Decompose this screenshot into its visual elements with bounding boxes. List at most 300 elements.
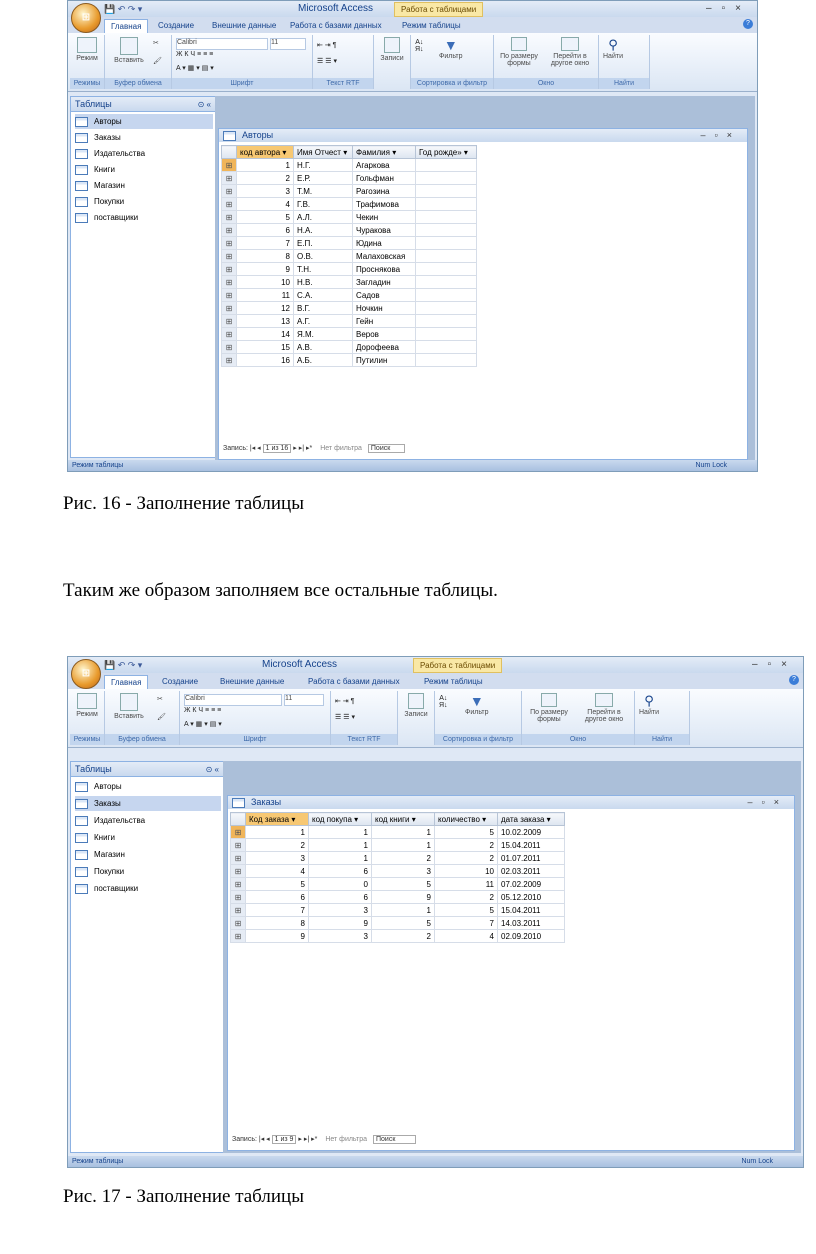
table-row[interactable]	[222, 302, 477, 315]
table-row[interactable]	[222, 198, 477, 211]
record-position[interactable]: 1 из 16	[263, 444, 292, 453]
table-cell[interactable]: 05.12.2010	[498, 891, 565, 904]
nav-item-suppliers[interactable]: поставщики	[75, 210, 213, 225]
table-icon	[75, 799, 88, 809]
table-cell[interactable]: Ночкин	[353, 302, 416, 315]
table-cell[interactable]: 15.04.2011	[498, 839, 565, 852]
table-row[interactable]	[222, 315, 477, 328]
table-cell[interactable]: 6	[309, 865, 372, 878]
row-selector[interactable]: ⊞	[231, 917, 246, 930]
table-row[interactable]	[222, 289, 477, 302]
table-cell[interactable]: Агаркова	[353, 159, 416, 172]
table-cell[interactable]: 1	[246, 826, 309, 839]
column-header[interactable]: Фамилия ▾	[353, 146, 416, 159]
nav-item-orders[interactable]: Заказы	[75, 796, 221, 811]
table-cell[interactable]: Е.П.	[294, 237, 353, 250]
row-selector[interactable]: ⊞	[231, 826, 246, 839]
row-selector[interactable]: ⊞	[231, 904, 246, 917]
table-cell[interactable]: 5	[246, 878, 309, 891]
navigation-pane	[70, 96, 216, 458]
table-cell[interactable]	[416, 263, 477, 276]
table-cell[interactable]: Т.М.	[294, 185, 353, 198]
table-cell[interactable]	[416, 159, 477, 172]
table-row[interactable]	[231, 878, 565, 891]
bold-italic-underline-buttons[interactable]: Ж К Ч ≡ ≡ ≡	[176, 51, 214, 58]
table-cell[interactable]: Н.Г.	[294, 159, 353, 172]
table-cell[interactable]: 7	[237, 237, 294, 250]
table-cell[interactable]: Садов	[353, 289, 416, 302]
quick-access-toolbar[interactable]: 💾 ↶ ↷ ▾	[104, 4, 143, 14]
record-position[interactable]: 1 из 9	[272, 1135, 297, 1144]
first-record-icon[interactable]: |◂ ◂	[249, 445, 261, 452]
paste-button[interactable]: Вставить	[111, 693, 147, 720]
paste-icon	[120, 37, 138, 55]
row-selector[interactable]: ⊞	[231, 891, 246, 904]
nav-collapse-icon[interactable]: ⊙ «	[205, 765, 219, 774]
table-cell[interactable]: Трафимова	[353, 198, 416, 211]
table-cell[interactable]: 15	[237, 341, 294, 354]
table-cell[interactable]	[416, 276, 477, 289]
group-label: Сортировка и фильтр	[435, 734, 521, 745]
column-header[interactable]: Код заказа ▾	[246, 813, 309, 826]
row-selector[interactable]: ⊞	[231, 878, 246, 891]
table-cell[interactable]: 0	[309, 878, 372, 891]
column-header[interactable]: дата заказа ▾	[498, 813, 565, 826]
office-button[interactable]: ⊞	[71, 3, 101, 33]
nav-item-purchases[interactable]: Покупки	[75, 194, 213, 209]
table-row[interactable]	[222, 250, 477, 263]
record-label: Запись:	[232, 1136, 257, 1143]
table-cell[interactable]: 6	[237, 224, 294, 237]
context-tab-label: Работа с таблицами	[413, 658, 502, 673]
table-row[interactable]	[222, 328, 477, 341]
table-cell[interactable]: 4	[237, 198, 294, 211]
table-icon	[75, 117, 88, 127]
select-all-corner[interactable]	[231, 813, 246, 826]
table-cell[interactable]	[416, 289, 477, 302]
table-cell[interactable]	[416, 250, 477, 263]
table-cell[interactable]: Г.В.	[294, 198, 353, 211]
search-field[interactable]: Поиск	[373, 1135, 416, 1144]
tab-home[interactable]: Главная	[104, 675, 148, 690]
table-cell[interactable]: 1	[309, 839, 372, 852]
table-row[interactable]	[222, 263, 477, 276]
column-header[interactable]: Имя Отчест ▾	[294, 146, 353, 159]
table-cell[interactable]: 2	[372, 852, 435, 865]
window-controls[interactable]: –▫×	[706, 3, 751, 14]
sort-icons[interactable]: A↓ Я↓	[439, 695, 448, 709]
table-cell[interactable]: 6	[246, 891, 309, 904]
table-row[interactable]	[231, 865, 565, 878]
navigation-pane	[70, 761, 224, 1153]
bold-italic-underline-buttons[interactable]: Ж К Ч ≡ ≡ ≡	[184, 707, 222, 714]
row-selector[interactable]: ⊞	[231, 839, 246, 852]
table-cell[interactable]: 9	[372, 891, 435, 904]
table-row[interactable]	[222, 276, 477, 289]
indent-buttons[interactable]: ⇤ ⇥ ¶	[335, 698, 355, 705]
table-cell[interactable]	[416, 237, 477, 250]
table-cell[interactable]: 2	[246, 839, 309, 852]
table-cell[interactable]: 3	[237, 185, 294, 198]
table-cell[interactable]: Веров	[353, 328, 416, 341]
table-icon	[232, 798, 245, 808]
table-cell[interactable]: 02.09.2010	[498, 930, 565, 943]
table-cell[interactable]: Т.Н.	[294, 263, 353, 276]
group-window	[494, 35, 599, 89]
table-cell[interactable]: 5	[435, 904, 498, 917]
table-cell[interactable]: Чекин	[353, 211, 416, 224]
nav-item-store[interactable]: Магазин	[75, 847, 221, 862]
table-cell[interactable]: 9	[237, 263, 294, 276]
table-cell[interactable]: 1	[237, 159, 294, 172]
tab-external-data[interactable]: Внешние данные	[220, 677, 285, 686]
table-row[interactable]	[222, 185, 477, 198]
table-row[interactable]	[222, 211, 477, 224]
row-selector[interactable]: ⊞	[222, 237, 237, 250]
row-selector[interactable]: ⊞	[222, 250, 237, 263]
column-header[interactable]: код автора ▾	[237, 146, 294, 159]
datasheet-grid[interactable]	[230, 812, 565, 943]
app-title: Microsoft Access	[262, 659, 338, 670]
table-icon	[75, 197, 88, 207]
next-record-icon[interactable]: ▸ ▸| ▸*	[293, 445, 313, 452]
group-label: Шрифт	[172, 78, 312, 89]
row-selector[interactable]: ⊞	[231, 930, 246, 943]
table-cell[interactable]: А.Г.	[294, 315, 353, 328]
table-cell[interactable]: 3	[372, 865, 435, 878]
table-cell[interactable]: 02.03.2011	[498, 865, 565, 878]
table-cell[interactable]: 10	[237, 276, 294, 289]
table-cell[interactable]: 8	[246, 917, 309, 930]
font-size-select[interactable]: 11	[284, 694, 324, 706]
table-cell[interactable]: 13	[237, 315, 294, 328]
group-label: Буфер обмена	[105, 734, 179, 745]
table-window-title: Авторы –▫×	[219, 129, 747, 142]
row-selector[interactable]: ⊞	[231, 865, 246, 878]
status-mode: Режим таблицы	[72, 1158, 124, 1165]
table-cell[interactable]: Малаховская	[353, 250, 416, 263]
row-selector[interactable]: ⊞	[222, 198, 237, 211]
table-icon	[75, 181, 88, 191]
nav-item-books[interactable]: Книги	[75, 162, 213, 177]
group-views	[70, 35, 105, 89]
figure-caption-16: Рис. 16 - Заполнение таблицы	[63, 493, 304, 514]
table-icon	[75, 884, 88, 894]
table-cell[interactable]: А.Л.	[294, 211, 353, 224]
table-row[interactable]	[231, 917, 565, 930]
table-cell[interactable]	[416, 328, 477, 341]
table-cell[interactable]: 11	[435, 878, 498, 891]
table-row[interactable]	[231, 891, 565, 904]
table-cell[interactable]	[416, 211, 477, 224]
nav-item-publishers[interactable]: Издательства	[75, 146, 213, 161]
help-icon[interactable]: ?	[743, 19, 753, 29]
context-tab-label: Работа с таблицами	[394, 2, 483, 17]
tab-create[interactable]: Создание	[158, 21, 195, 30]
table-row[interactable]	[231, 852, 565, 865]
table-cell[interactable]: 2	[372, 930, 435, 943]
table-row[interactable]	[231, 904, 565, 917]
table-cell[interactable]: 5	[237, 211, 294, 224]
cut-icon[interactable]: ✂	[157, 696, 163, 703]
table-cell[interactable]: С.А.	[294, 289, 353, 302]
table-cell[interactable]: 3	[246, 852, 309, 865]
group-sort-filter	[435, 691, 522, 745]
help-icon[interactable]: ?	[789, 675, 799, 685]
column-header[interactable]: код покупа ▾	[309, 813, 372, 826]
table-cell[interactable]: 2	[435, 852, 498, 865]
table-cell[interactable]	[416, 185, 477, 198]
column-header[interactable]: код книги ▾	[372, 813, 435, 826]
nav-item-publishers[interactable]: Издательства	[75, 813, 221, 828]
next-record-icon[interactable]: ▸ ▸| ▸*	[298, 1136, 318, 1143]
row-selector[interactable]: ⊞	[222, 302, 237, 315]
table-cell[interactable]: 16	[237, 354, 294, 367]
group-sort-filter	[411, 35, 494, 89]
sort-icons[interactable]: A↓ Я↓	[415, 39, 424, 53]
view-icon	[77, 37, 97, 53]
table-cell[interactable]: 10	[435, 865, 498, 878]
table-cell[interactable]: Юдина	[353, 237, 416, 250]
group-find	[599, 35, 650, 89]
first-record-icon[interactable]: |◂ ◂	[258, 1136, 270, 1143]
nav-collapse-icon[interactable]: ⊙ «	[197, 100, 211, 109]
row-selector[interactable]: ⊞	[222, 263, 237, 276]
row-selector[interactable]: ⊞	[222, 185, 237, 198]
fit-form-button[interactable]: По размеру формы	[496, 37, 542, 67]
tab-external-data[interactable]: Внешние данные	[212, 21, 277, 30]
table-cell[interactable]: 5	[372, 917, 435, 930]
find-button[interactable]: ⚲ Найти	[603, 37, 623, 60]
switch-window-icon	[595, 693, 613, 707]
table-cell[interactable]: О.В.	[294, 250, 353, 263]
switch-window-button[interactable]: Перейти в другое окно	[576, 693, 632, 723]
nav-item-suppliers[interactable]: поставщики	[75, 881, 221, 896]
records-button[interactable]: Записи	[376, 37, 408, 62]
row-selector[interactable]: ⊞	[231, 852, 246, 865]
table-cell[interactable]	[416, 341, 477, 354]
group-window	[522, 691, 635, 745]
table-cell[interactable]: 4	[246, 865, 309, 878]
table-row[interactable]	[222, 237, 477, 250]
table-cell[interactable]: Гейн	[353, 315, 416, 328]
font-color-buttons[interactable]: A ▾ ▦ ▾ ▤ ▾	[184, 721, 222, 728]
table-cell[interactable]: 7	[246, 904, 309, 917]
row-selector[interactable]: ⊞	[222, 159, 237, 172]
table-cell[interactable]: Е.Р.	[294, 172, 353, 185]
table-cell[interactable]: Н.В.	[294, 276, 353, 289]
grid-header-row	[231, 813, 565, 826]
window-controls[interactable]: –▫×	[752, 659, 797, 670]
tab-create[interactable]: Создание	[162, 677, 199, 686]
nav-item-authors[interactable]: Авторы	[75, 114, 213, 129]
table-cell[interactable]	[416, 302, 477, 315]
group-label: Окно	[522, 734, 634, 745]
filter-button[interactable]: ▼ Фильтр	[439, 37, 463, 60]
row-selector[interactable]: ⊞	[222, 276, 237, 289]
font-size-select[interactable]: 11	[270, 38, 306, 50]
datasheet-grid[interactable]	[221, 145, 477, 367]
filter-icon: ▼	[469, 693, 484, 709]
format-painter-icon[interactable]: 🖌	[153, 58, 162, 65]
table-row[interactable]	[222, 354, 477, 367]
table-cell[interactable]: 2	[237, 172, 294, 185]
table-cell[interactable]: В.Г.	[294, 302, 353, 315]
status-numlock: Num Lock	[695, 462, 727, 469]
column-header[interactable]: Год рожде» ▾	[416, 146, 477, 159]
table-cell[interactable]: Загладин	[353, 276, 416, 289]
row-selector[interactable]: ⊞	[222, 354, 237, 367]
table-cell[interactable]: Проснякова	[353, 263, 416, 276]
font-name-select[interactable]: Calibri	[176, 38, 268, 50]
table-cell[interactable]: 1	[372, 904, 435, 917]
status-numlock: Num Lock	[741, 1158, 773, 1165]
table-icon	[75, 213, 88, 223]
title-bar	[68, 1, 757, 17]
search-field[interactable]: Поиск	[368, 444, 405, 453]
table-cell[interactable]: Я.М.	[294, 328, 353, 341]
table-cell[interactable]: А.Б.	[294, 354, 353, 367]
fit-form-button[interactable]: По размеру формы	[524, 693, 574, 723]
table-icon	[75, 816, 88, 826]
format-painter-icon[interactable]: 🖌	[157, 714, 166, 721]
window-controls[interactable]: –▫×	[747, 797, 788, 807]
no-filter[interactable]: Нет фильтра	[320, 445, 362, 452]
font-name-select[interactable]: Calibri	[184, 694, 282, 706]
ribbon	[68, 33, 757, 92]
table-cell[interactable]: 01.07.2011	[498, 852, 565, 865]
table-cell[interactable]	[416, 172, 477, 185]
window-controls[interactable]: –▫×	[700, 130, 741, 140]
table-cell[interactable]: 2	[435, 839, 498, 852]
switch-window-button[interactable]: Перейти в другое окно	[544, 37, 596, 67]
row-selector[interactable]: ⊞	[222, 289, 237, 302]
mode-button[interactable]: Режим	[72, 693, 102, 718]
nav-item-orders[interactable]: Заказы	[75, 130, 213, 145]
row-selector[interactable]: ⊞	[222, 211, 237, 224]
tab-datasheet[interactable]: Режим таблицы	[402, 21, 461, 30]
table-cell[interactable]: 6	[309, 891, 372, 904]
nav-item-purchases[interactable]: Покупки	[75, 864, 221, 879]
table-cell[interactable]: 07.02.2009	[498, 878, 565, 891]
mode-button[interactable]: Режим	[72, 37, 102, 62]
table-cell[interactable]: 9	[246, 930, 309, 943]
table-cell[interactable]: 14	[237, 328, 294, 341]
office-button[interactable]: ⊞	[71, 659, 101, 689]
find-button[interactable]: ⚲ Найти	[639, 693, 659, 716]
no-filter[interactable]: Нет фильтра	[325, 1136, 368, 1143]
table-cell[interactable]: 3	[309, 930, 372, 943]
row-selector[interactable]: ⊞	[222, 315, 237, 328]
group-font	[180, 691, 331, 745]
table-cell[interactable]: 11	[237, 289, 294, 302]
table-cell[interactable]: А.В.	[294, 341, 353, 354]
tab-home[interactable]: Главная	[104, 19, 148, 34]
access-window-1	[67, 0, 758, 472]
table-cell[interactable]	[416, 354, 477, 367]
nav-item-store[interactable]: Магазин	[75, 178, 213, 193]
table-cell[interactable]: 15.04.2011	[498, 904, 565, 917]
tab-database-tools[interactable]: Работа с базами данных	[290, 21, 382, 30]
table-cell[interactable]	[416, 315, 477, 328]
table-row[interactable]	[222, 159, 477, 172]
table-cell[interactable]: 1	[309, 852, 372, 865]
table-row[interactable]	[231, 826, 565, 839]
group-rich-text	[331, 691, 398, 745]
paste-button[interactable]: Вставить	[111, 37, 147, 64]
group-label: Окно	[494, 78, 598, 89]
table-cell[interactable]: Н.А.	[294, 224, 353, 237]
table-cell[interactable]: Гольфман	[353, 172, 416, 185]
list-buttons[interactable]: ☰ ☰ ▾	[317, 58, 337, 65]
table-window-orders	[227, 795, 795, 1151]
table-cell[interactable]: 14.03.2011	[498, 917, 565, 930]
row-selector[interactable]: ⊞	[222, 172, 237, 185]
table-cell[interactable]: 10.02.2009	[498, 826, 565, 839]
cut-icon[interactable]: ✂	[153, 40, 159, 47]
records-icon	[408, 693, 424, 709]
table-cell[interactable]: 9	[309, 917, 372, 930]
filter-button[interactable]: ▼ Фильтр	[465, 693, 489, 716]
select-all-corner[interactable]	[222, 146, 237, 159]
table-row[interactable]	[231, 930, 565, 943]
table-cell[interactable]: 5	[372, 878, 435, 891]
nav-title: Таблицы ⊙ «	[71, 762, 223, 777]
table-row[interactable]	[231, 839, 565, 852]
table-row[interactable]	[222, 172, 477, 185]
ribbon-tabs	[68, 673, 803, 689]
table-cell[interactable]: 5	[435, 826, 498, 839]
table-cell[interactable]: 3	[309, 904, 372, 917]
record-navigation	[232, 1134, 416, 1146]
table-cell[interactable]: 8	[237, 250, 294, 263]
tab-datasheet[interactable]: Режим таблицы	[424, 677, 483, 686]
quick-access-toolbar[interactable]: 💾 ↶ ↷ ▾	[104, 660, 143, 670]
table-cell[interactable]: 7	[435, 917, 498, 930]
font-color-buttons[interactable]: A ▾ ▦ ▾ ▤ ▾	[176, 65, 214, 72]
table-cell[interactable]: Рагозина	[353, 185, 416, 198]
nav-item-books[interactable]: Книги	[75, 830, 221, 845]
table-cell[interactable]: 1	[372, 826, 435, 839]
table-cell[interactable]: 12	[237, 302, 294, 315]
table-cell[interactable]: Чуракова	[353, 224, 416, 237]
group-find	[635, 691, 690, 745]
row-selector[interactable]: ⊞	[222, 224, 237, 237]
table-cell[interactable]	[416, 198, 477, 211]
list-buttons[interactable]: ☰ ☰ ▾	[335, 714, 355, 721]
table-row[interactable]	[222, 341, 477, 354]
row-selector[interactable]: ⊞	[222, 328, 237, 341]
table-cell[interactable]: 4	[435, 930, 498, 943]
table-cell[interactable]: Дорофеева	[353, 341, 416, 354]
table-cell[interactable]: 2	[435, 891, 498, 904]
table-cell[interactable]: 1	[372, 839, 435, 852]
indent-buttons[interactable]: ⇤ ⇥ ¶	[317, 42, 337, 49]
table-icon	[75, 833, 88, 843]
nav-item-authors[interactable]: Авторы	[75, 779, 221, 794]
records-button[interactable]: Записи	[400, 693, 432, 718]
view-icon	[77, 693, 97, 709]
table-row[interactable]	[222, 224, 477, 237]
access-window-2	[67, 656, 804, 1168]
row-selector[interactable]: ⊞	[222, 341, 237, 354]
column-header[interactable]: количество ▾	[435, 813, 498, 826]
table-cell[interactable]: 1	[309, 826, 372, 839]
table-cell[interactable]: Путилин	[353, 354, 416, 367]
fit-form-icon	[511, 37, 527, 51]
tab-database-tools[interactable]: Работа с базами данных	[308, 677, 400, 686]
table-cell[interactable]	[416, 224, 477, 237]
